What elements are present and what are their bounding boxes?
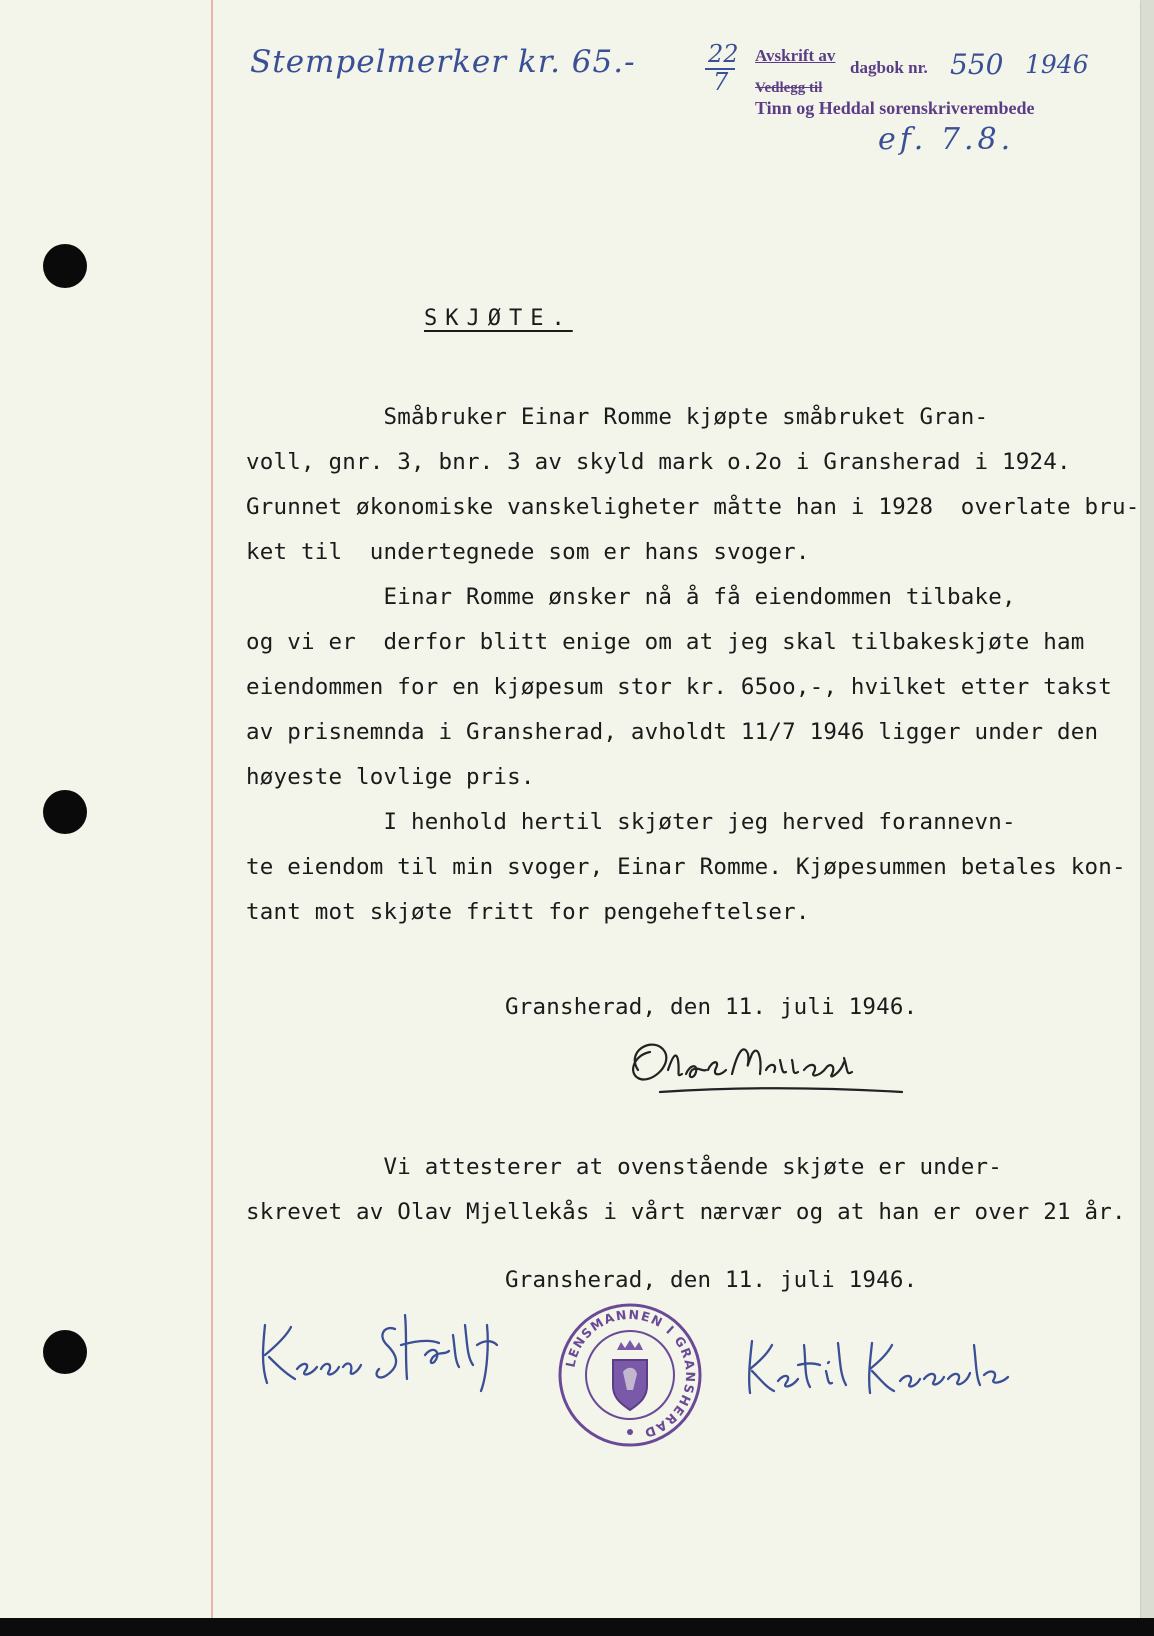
stamp-court-name: Tinn og Heddal sorenskriverembede [755,98,1035,118]
body-line: høyeste lovlige pris. [246,764,535,790]
witness-signature-2 [740,1335,1020,1405]
body-line: og vi er derfor blitt enige om at jeg skal tilbakeskjøte ham [246,629,1085,655]
body-line: eiendommen for en kjøpesum stor kr. 65oo,-, hvilket etter takst [246,674,1113,700]
seller-signature [620,1030,920,1110]
body-line: te eiendom til min svoger, Einar Romme. Kjøpesummen betales kon- [246,854,1126,880]
body-line: voll, gnr. 3, bnr. 3 av skyld mark o.2o i Gransherad i 1924. [246,449,1071,475]
attestation-line: skrevet av Olav Mjellekås i vårt nærvær og at han er over 21 år. [246,1199,1126,1225]
body-line: I henhold hertil skjøter jeg herved forannevn- [246,809,1016,835]
stamp-duty-note: Stempelmerker kr. 65.- [250,44,636,80]
body-line: tant mot skjøte fritt for pengeheftelser. [246,899,810,925]
document-title: SKJØTE. [424,306,573,331]
stamp-label-attachment: Vedlegg til [755,80,823,96]
body-line: Småbruker Einar Romme kjøpte småbruket Gran- [246,404,989,430]
journal-number: 550 [950,48,1004,81]
punch-hole [43,1330,87,1374]
body-line: Grunnet økonomiske vanskeligheter måtte han i 1928 overlate bru- [246,494,1140,520]
official-seal [555,1300,705,1450]
punch-hole [43,244,87,288]
body-line: ket til undertegnede som er hans svoger. [246,539,810,565]
punch-hole [43,790,87,834]
place-date-1: Gransherad, den 11. juli 1946. [505,994,918,1020]
date-fraction-month: 7 [713,68,729,96]
place-date-2: Gransherad, den 11. juli 1946. [505,1267,918,1293]
margin-line [211,0,213,1618]
scan-bottom-edge [0,1618,1154,1636]
witness-signature-1 [255,1305,545,1395]
journal-year: 1946 [1025,50,1089,79]
seal-text: LENSMANNEN I GRANSHERAD [562,1306,699,1442]
attestation-line: Vi attesterer at ovenstående skjøte er under- [246,1154,1003,1180]
body-line: av prisnemnda i Gransherad, avholdt 11/7 1946 ligger under den [246,719,1099,745]
stamp-label-journal: dagbok nr. [850,58,928,77]
date-fraction-day: 22 [708,40,739,68]
stamp-label-copy: Avskrift av [755,46,836,65]
body-line: Einar Romme ønsker nå å få eiendommen tilbake, [246,584,1016,610]
handwritten-reference: ef. 7.8. [878,122,1015,157]
